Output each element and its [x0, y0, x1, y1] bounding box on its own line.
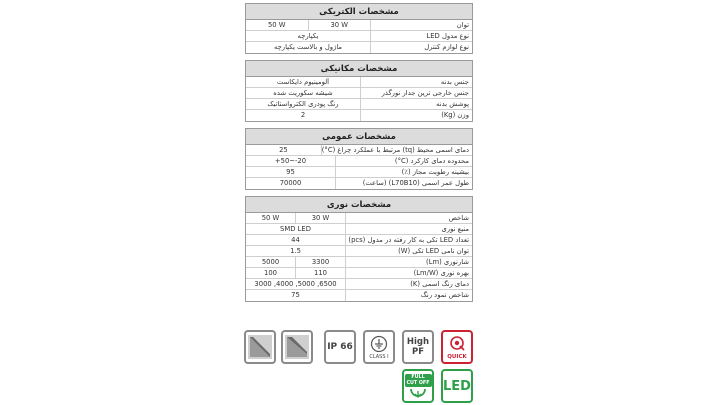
table-row	[246, 110, 472, 121]
ip-rating-icon: IP 66	[324, 330, 356, 364]
value-cell: شیشه سکوریت شده	[273, 89, 333, 97]
spec-sheet	[245, 3, 473, 308]
table-row	[246, 279, 472, 290]
value-cell: 100	[264, 269, 277, 277]
table-row	[246, 290, 472, 301]
value-cell: 75	[291, 291, 300, 299]
value-cell: یکپارچه	[297, 32, 319, 40]
table-row	[246, 145, 472, 156]
table-row	[246, 88, 472, 99]
row-label: منبع نوری	[441, 225, 469, 233]
mechanical-title: مشخصات مکانیکی	[246, 61, 472, 77]
table-row	[246, 99, 472, 110]
value-cell: 95	[286, 168, 295, 176]
row-label: تعداد LED تکی به کار رفته در مدول (pcs)	[348, 236, 469, 244]
table-row	[246, 156, 472, 167]
table-row	[246, 246, 472, 257]
class-label: CLASS I	[369, 353, 389, 360]
value-cell: 30 W	[295, 213, 345, 223]
value-cell: 44	[291, 236, 300, 244]
value-cell: +50~-20	[274, 157, 307, 165]
quick-connect-icon	[441, 330, 473, 364]
value-cell: 50 W	[267, 21, 286, 29]
row-label: توان	[456, 21, 469, 29]
row-label: شاخص	[448, 214, 469, 222]
table-row	[246, 268, 472, 279]
row-label: نوع مدول LED	[426, 32, 469, 40]
table-row	[246, 213, 472, 224]
row-label: دمای رنگ اسمی (K)	[410, 280, 469, 288]
table-row	[246, 224, 472, 235]
quick-label: QUICK	[447, 353, 467, 360]
mechanical-section	[245, 60, 473, 122]
feature-icons	[244, 328, 476, 404]
table-row	[246, 31, 472, 42]
value-cell: 30 W	[308, 20, 371, 30]
row-label: پوشش بدنه	[436, 100, 469, 108]
full-cutoff-label: FULL CUT OFF	[406, 375, 430, 386]
high-pf-icon	[402, 330, 434, 364]
full-cutoff-icon	[402, 369, 434, 403]
high-pf-line2: PF	[411, 347, 425, 357]
row-label: بهره نوری (Lm/W)	[413, 269, 469, 277]
row-label: شاخص نمود رنگ	[420, 291, 469, 299]
value-cell: رنگ پودری الکترواستاتیک	[267, 100, 339, 108]
value-cell: 5000	[261, 258, 280, 266]
value-cell: 1.5	[290, 247, 301, 255]
led-label: LED	[443, 378, 471, 394]
value-cell: آلومینیوم دایکاست	[276, 78, 330, 86]
class-one-icon	[363, 330, 395, 364]
table-row	[246, 178, 472, 189]
table-row	[246, 257, 472, 268]
row-label: دمای اسمی محیط (tq) مرتبط با عملکرد چراغ (C°)	[321, 146, 469, 154]
value-cell: 2	[300, 111, 306, 119]
row-label: وزن (Kg)	[441, 111, 469, 119]
general-title: مشخصات عمومی	[246, 129, 472, 145]
value-cell: SMD LED	[280, 225, 311, 233]
beam-angle-icon	[244, 330, 276, 364]
value-cell: 70000	[279, 179, 302, 187]
table-row	[246, 167, 472, 178]
row-label: بیشینه رطوبت مجاز (٪)	[401, 168, 469, 176]
value-cell: 3300	[295, 257, 345, 267]
led-icon	[441, 369, 473, 403]
row-label: طول عمر اسمی (L70B10) (ساعت)	[362, 179, 469, 187]
row-label: نوع لوازم کنترل	[424, 43, 469, 51]
optical-section	[245, 196, 473, 302]
high-pf-line1: High	[406, 337, 430, 347]
general-section	[245, 128, 473, 190]
value-cell: 25	[279, 146, 288, 154]
table-row	[246, 42, 472, 53]
optical-title: مشخصات نوری	[246, 197, 472, 213]
row-label: شارنوری (Lm)	[426, 258, 469, 266]
row-label: محدوده دمای کارکرد (C°)	[394, 157, 469, 165]
row-label: جنس بدنه	[440, 78, 469, 86]
table-row	[246, 20, 472, 31]
value-cell: 110	[295, 268, 345, 278]
value-cell: 50 W	[261, 214, 280, 222]
electrical-title: مشخصات الکتریکی	[246, 4, 472, 20]
row-label: توان نامی LED تکی (W)	[398, 247, 469, 255]
table-row	[246, 77, 472, 88]
value-cell: 3000 ,4000 ,5000 ,6500	[254, 280, 337, 288]
electrical-section	[245, 3, 473, 54]
value-cell: ماژول و بالاست یکپارچه	[273, 43, 343, 51]
beam-angle-wide-icon	[281, 330, 313, 364]
table-row	[246, 235, 472, 246]
row-label: جنس خارجی ترین جدار نورگذر	[381, 89, 469, 97]
